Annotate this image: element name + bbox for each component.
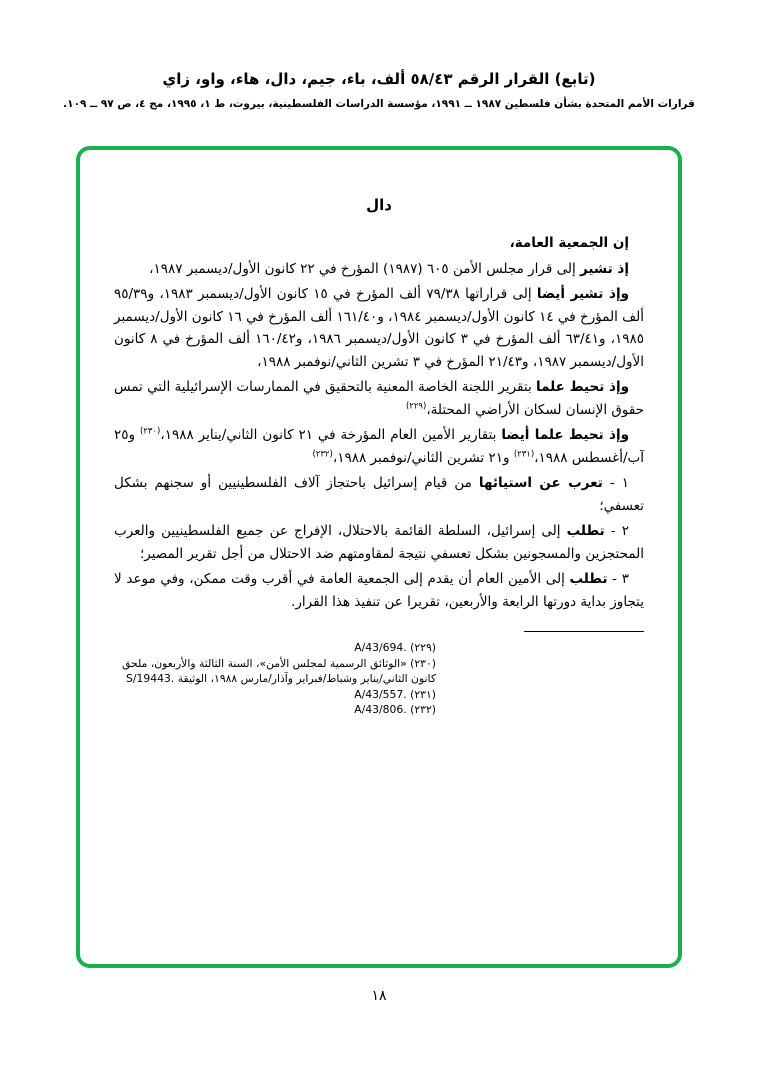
footnote	[114, 656, 436, 687]
body-paragraph	[114, 376, 644, 421]
footnote	[114, 687, 436, 703]
text-segment: وإذ تحيط علما أيضا	[501, 427, 630, 443]
resolution-title: (تابع) القرار الرقم ٥٨/٤٣ ألف، باء، جيم، دال، هاء، واو، زاي	[162, 70, 596, 88]
text-segment: إذ تشير	[580, 260, 629, 277]
text-segment: (٢٣٢)	[406, 703, 436, 716]
text-segment: و٢٥ آب/أغسطس ١٩٨٨،	[114, 427, 644, 466]
document-symbol: A/43/557.	[354, 687, 407, 701]
text-segment: و٢١ تشرين الثاني/نوفمبر ١٩٨٨،	[332, 449, 514, 466]
text-segment: من قيام إسرائيل باحتجاز آلاف الفلسطينيين أو سجنهم بشكل تعسفي؛	[114, 475, 644, 514]
footnotes	[114, 640, 436, 718]
text-segment: إن الجمعية العامة،	[509, 235, 629, 251]
text-segment: ١ -	[602, 475, 630, 491]
text-segment: تطلب	[569, 571, 608, 587]
body-paragraph	[114, 472, 644, 517]
document-symbol: S/19443.	[126, 672, 175, 685]
text-segment: (٢٣٠) «الوثائق الرسمية لمجلس الأمن»، السنة الثالثة والأربعون، ملحق كانون الثاني/يناير وشباط/فبراير وآذار/مارس ١٩٨٨، الوثيقة	[121, 656, 436, 685]
text-segment: تعرب عن استيائها	[478, 475, 603, 491]
footnote-ref: (٢٣١)	[513, 449, 535, 459]
footnote-ref: (٢٣٢)	[312, 449, 333, 459]
text-segment: إلى قرار مجلس الأمن ٦٠٥ (١٩٨٧) المؤرخ في ٢٢ كانون الأول/ديسمبر ١٩٨٧،	[149, 260, 581, 277]
footnote	[114, 640, 436, 656]
text-segment: إلى قراراتها ٧٩/٣٨ ألف المؤرخ في ١٥ كانون الأول/ديسمبر ١٩٨٣، و٩٥/٣٩ ألف المؤرخ في ١٤ كانون الأول/ديسمبر ١٩٨٤، و١٦١/٤٠ ألف المؤرخ في ١٦ كانون الأول/ديسمبر ١٩٨٥، و٦٣/٤١ ألف المؤرخ في ٣ كانون الأول/ديسمبر ١٩٨٦، و١٦٠/٤٢ ألف المؤرخ في ٨ كانون الأول/ديسمبر ١٩٨٧، و٢١/٤٣ المؤرخ في ٣ تشرين الثاني/نوفمبر ١٩٨٨،	[114, 286, 645, 370]
text-segment: ٣ -	[607, 571, 629, 587]
document-symbol: A/43/694.	[354, 641, 407, 654]
body-paragraphs	[114, 232, 644, 613]
text-segment: إلى إسرائيل، السلطة القائمة بالاحتلال، الإفراج عن جميع الفلسطينيين والعرب المحتجزين والمسجونين بشكل تعسفي نتيجة لمقاومتهم ضد الاحتلال من أجل تقرير المصير؛	[114, 523, 644, 562]
text-segment: (٢٣١)	[406, 687, 436, 701]
body-paragraph	[114, 283, 644, 373]
footnote-separator	[524, 631, 644, 632]
body-paragraph	[114, 520, 644, 565]
text-segment: إلى الأمين العام أن يقدم إلى الجمعية العامة في أقرب وقت ممكن، وفي موعد لا يتجاوز بداية دورتها الرابعة والأربعين، تقريرا عن تنفيذ هذا القرار.	[114, 571, 644, 610]
footnote	[114, 702, 436, 718]
text-segment: تطلب	[566, 523, 605, 539]
text-segment: وإذ تشير أيضا	[536, 286, 629, 302]
text-segment: بتقرير اللجنة الخاصة المعنية بالتحقيق في الممارسات الإسرائيلية التي تمس حقوق الإنسان لسكان الأراضي المحتلة،	[114, 379, 644, 418]
section-title: دال	[366, 196, 392, 214]
footnote-ref: (٢٢٩)	[405, 401, 427, 411]
body-paragraph	[114, 232, 644, 255]
footnote-ref: (٢٣٠)	[139, 426, 161, 437]
text-segment: ٢ -	[604, 523, 629, 539]
body-paragraph	[114, 424, 644, 469]
page-number: ١٨	[371, 988, 387, 1004]
text-segment: بتقارير الأمين العام المؤرخة في ٢١ كانون الثاني/يناير ١٩٨٨،	[160, 427, 502, 443]
source-citation: قرارات الأمم المتحدة بشأن فلسطين ١٩٨٧ ــ ١٩٩١، مؤسسة الدراسات الفلسطينية، بيروت، ط ١، ١٩٩٥، مج ٤، ص ٩٧ ــ ١٠٩.	[63, 98, 695, 110]
text-segment: (٢٢٩)	[406, 641, 436, 654]
body-paragraph	[114, 258, 644, 281]
text-segment: وإذ تحيط علما	[536, 379, 629, 395]
body-paragraph	[114, 568, 644, 613]
content-frame	[76, 146, 682, 968]
document-symbol: A/43/806.	[354, 703, 407, 716]
